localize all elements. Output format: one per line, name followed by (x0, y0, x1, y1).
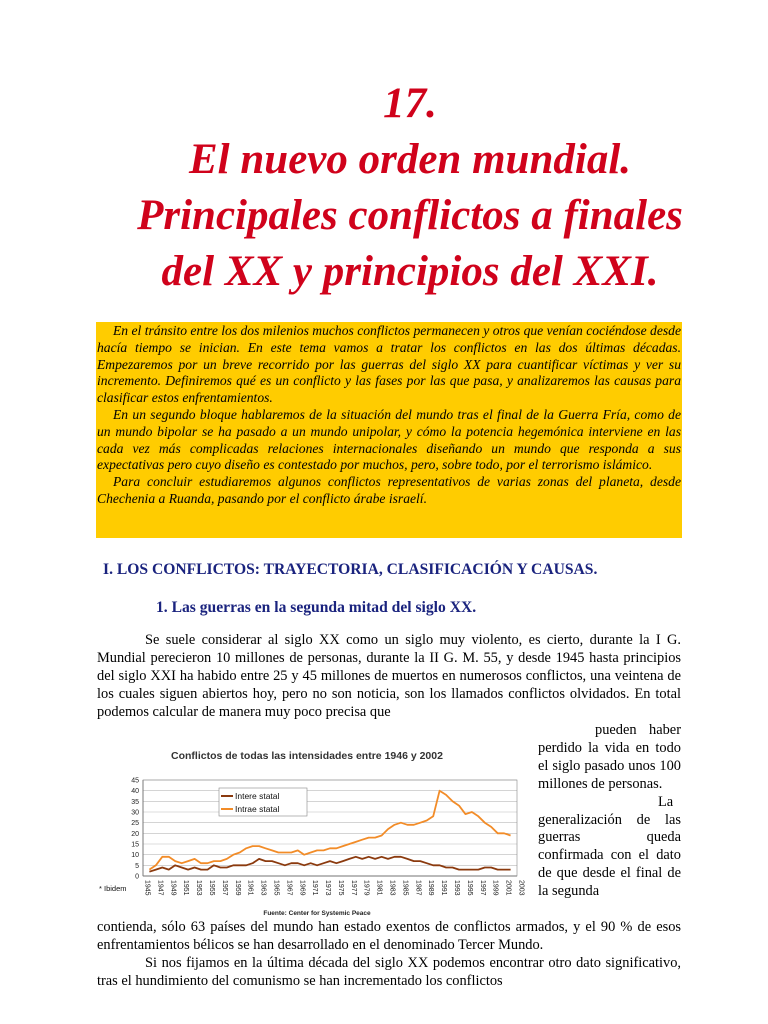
title-line-4: del XX y principios del XXI. (161, 248, 659, 295)
chart-source: Fuente: Center for Systemic Peace (263, 910, 371, 917)
x-tick-label: 1981 (375, 880, 383, 896)
side-column-text-b: La generalización de las guerras queda confirmada con el dato de que desde el final de la segunda (538, 793, 681, 900)
sub-heading: 1. Las guerras en la segunda mitad del siglo XX. (156, 599, 477, 616)
body-paragraph-2 (97, 919, 681, 955)
y-tick-label: 0 (135, 873, 139, 881)
x-tick-label: 1969 (298, 880, 306, 896)
y-tick-label: 40 (131, 788, 139, 796)
x-tick-label: 1963 (259, 880, 267, 896)
chart-note: * Ibidem (99, 884, 127, 893)
document-title (60, 76, 760, 300)
x-tick-label: 2001 (504, 880, 512, 896)
y-tick-label: 25 (131, 820, 139, 828)
body-paragraph-3 (97, 955, 681, 991)
y-tick-label: 20 (131, 830, 139, 838)
series-line-interstate (149, 857, 510, 872)
x-tick-label: 1987 (414, 880, 422, 896)
x-tick-label: 1951 (182, 880, 190, 896)
x-tick-label: 1979 (362, 880, 370, 896)
chart-x-ticks (144, 880, 525, 896)
x-tick-label: 1989 (427, 880, 435, 896)
intro-paragraph-2: En un segundo bloque hablaremos de la situación del mundo tras el final de la Guerra Fría, como de un mundo bipolar se ha pasado a un mundo unipolar, y cómo la potencia hegemónica interviene en las cada vez más complicadas relaciones internacionales diseñando un mundo que responda a sus expectativas pero cuyo diseño es contestado por muchos, pero, sobre todo, por el terrorismo islámico. (97, 406, 681, 473)
x-tick-label: 1977 (349, 880, 357, 896)
chart-legend (219, 788, 307, 816)
x-tick-label: 1993 (453, 880, 461, 896)
x-tick-label: 1971 (311, 880, 319, 896)
x-tick-label: 1999 (491, 880, 499, 896)
x-tick-label: 2003 (517, 880, 525, 896)
x-tick-label: 1975 (336, 880, 344, 896)
intro-paragraph-3: Para concluir estudiaremos algunos conflictos representativos de varias zonas del planeta, desde Chechenia a Ruanda, pasando por el conflicto árabe israelí. (97, 474, 681, 506)
y-tick-label: 35 (131, 798, 139, 806)
x-tick-label: 1961 (246, 880, 254, 896)
x-tick-label: 1947 (156, 880, 164, 896)
legend-label-interstate: Intere statal (235, 791, 280, 801)
intro-box (96, 322, 682, 538)
series-line-intrastate (149, 791, 510, 870)
chart-lines (149, 791, 510, 872)
x-tick-label: 1955 (207, 880, 215, 896)
x-tick-label: 1973 (324, 880, 332, 896)
x-tick-label: 1991 (440, 880, 448, 896)
x-tick-label: 1953 (195, 880, 203, 896)
x-tick-label: 1995 (465, 880, 473, 896)
x-tick-label: 1949 (169, 880, 177, 896)
y-tick-label: 5 (135, 862, 139, 870)
section-heading: I. LOS CONFLICTOS: TRAYECTORIA, CLASIFICACIÓN Y CAUSAS. (103, 561, 598, 578)
y-tick-label: 30 (131, 809, 139, 817)
y-tick-label: 10 (131, 852, 139, 860)
title-line-3: Principales conflictos a finales (137, 192, 683, 239)
side-column (538, 722, 681, 901)
title-line-2: El nuevo orden mundial. (188, 136, 632, 183)
title-line-1: 17. (383, 80, 437, 127)
x-tick-label: 1959 (233, 880, 241, 896)
x-tick-label: 1983 (388, 880, 396, 896)
body-paragraph-3-text: Si nos fijamos en la última década del siglo XX podemos encontrar otro dato significativo, tras el hundimiento del comunismo se han incrementado los conflictos (97, 955, 681, 989)
body-paragraph-1 (97, 632, 681, 722)
y-tick-label: 45 (131, 777, 139, 785)
legend-label-intrastate: Intrae statal (235, 804, 280, 814)
intro-paragraph-1: En el tránsito entre los dos milenios muchos conflictos permanecen y otros que venían cociéndose desde hacía tiempo se inician. En este tema vamos a tratar los conflictos en las dos últimas décadas. Empezaremos por un breve recorrido por las guerras del siglo XX para cuantificar víctimas y ver su incremento. Definiremos qué es un conflicto y las fases por las que pasa, y analizaremos las causas para clasificar estos enfrentamientos. (97, 323, 681, 406)
y-tick-label: 15 (131, 841, 139, 849)
x-tick-label: 1945 (143, 880, 151, 896)
side-column-text-a: pueden haber perdido la vida en todo el siglo pasado unos 100 millones de personas. (538, 722, 681, 792)
x-tick-label: 1985 (401, 880, 409, 896)
body-paragraph-2-text: contienda, sólo 63 países del mundo han estado exentos de conflictos armados, y el 90 % de esos enfrentamientos bélicos se han desarrollado en el denominado Tercer Mundo. (97, 919, 681, 953)
chart-y-ticks (131, 778, 139, 881)
x-tick-label: 1997 (478, 880, 486, 896)
body-paragraph-1-text: Se suele considerar al siglo XX como un siglo muy violento, es cierto, durante la I G. Mundial perecieron 10 millones de personas, durante la II G. M. 55, y desde 1945 hasta principios del siglo XXI ha habido entre 25 y 45 millones de muertos en numerosos conflictos, una veintena de los cuales siguen abiertos hoy, pero no son noticia, son los llamados conflictos olvidados. En total podemos calcular de manera muy poco precisa que (97, 632, 681, 720)
conflicts-chart-svg (97, 742, 529, 918)
chart-title: Conflictos de todas las intensidades entre 1946 y 2002 (171, 750, 443, 762)
x-tick-label: 1965 (272, 880, 280, 896)
x-tick-label: 1957 (220, 880, 228, 896)
conflicts-chart (97, 742, 529, 918)
x-tick-label: 1967 (285, 880, 293, 896)
